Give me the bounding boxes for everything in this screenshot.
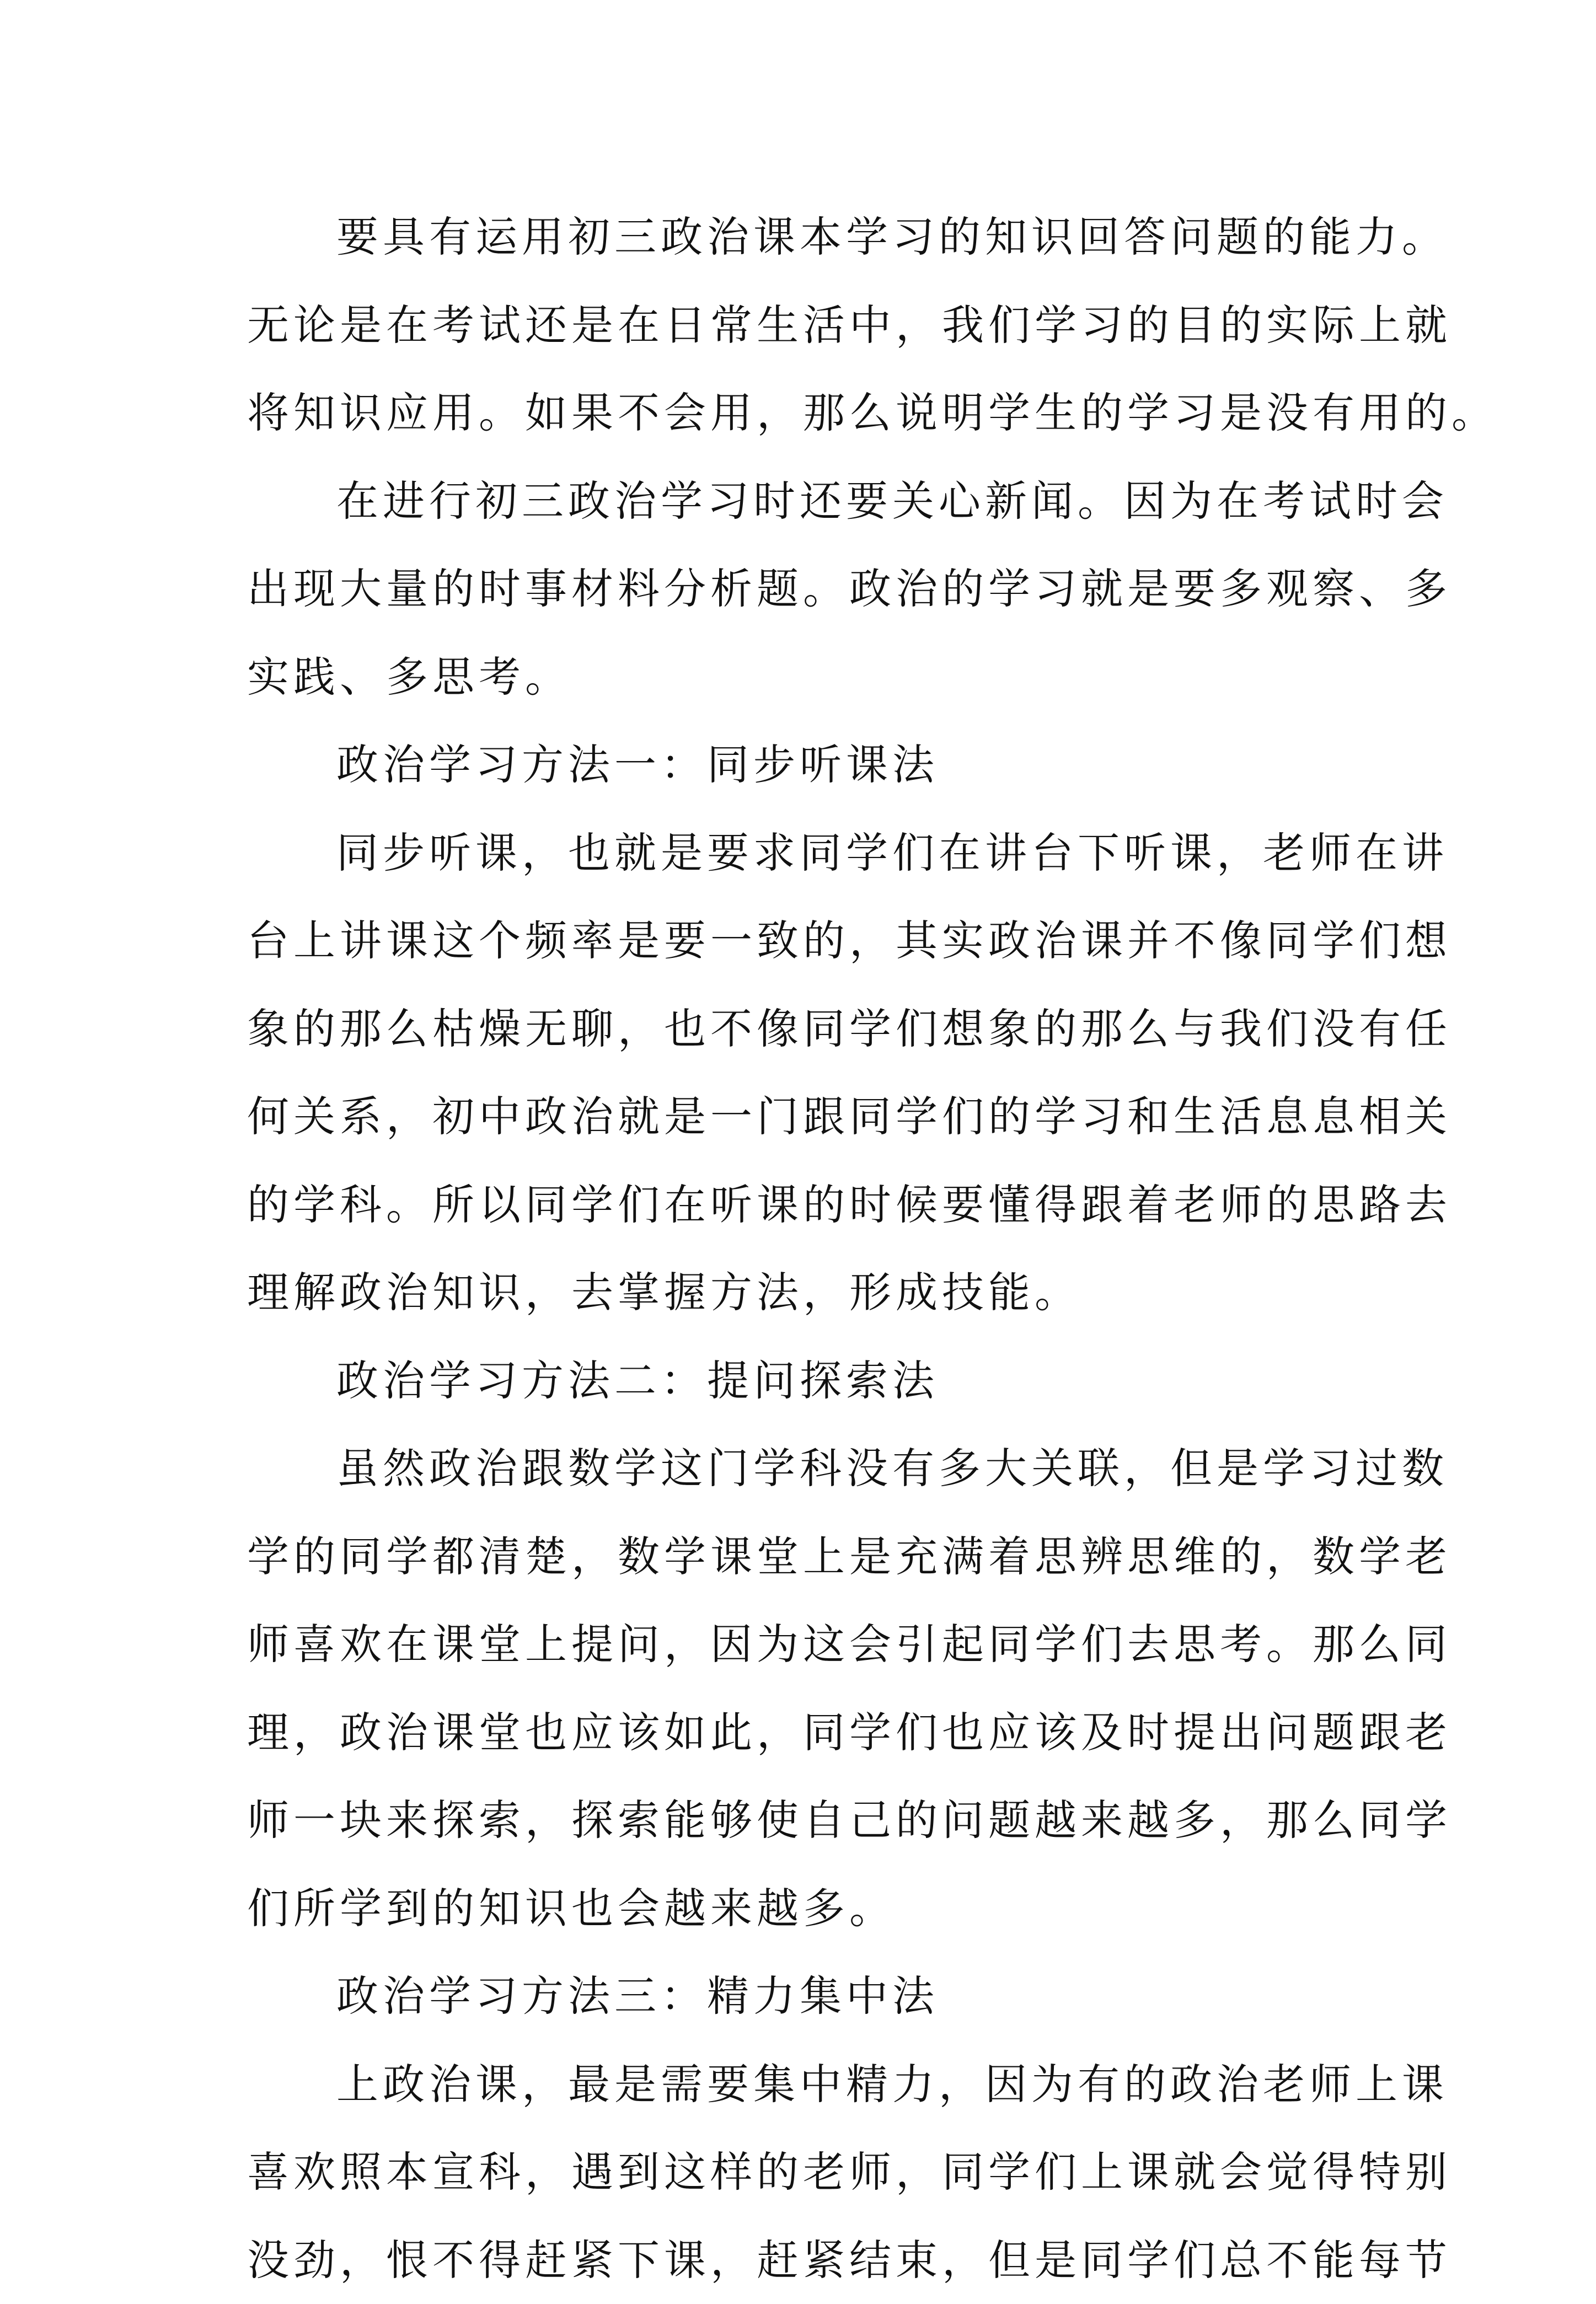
text-line: 何关系，初中政治就是一门跟同学们的学习和生活息息相关 [247, 1073, 1378, 1161]
text-line: 虽然政治跟数学这门学科没有多大关联，但是学习过数 [247, 1424, 1378, 1513]
section-heading: 政治学习方法二：提问探索法 [247, 1337, 1378, 1425]
text-line: 师一块来探索，探索能够使自己的问题越来越多，那么同学 [247, 1776, 1378, 1864]
text-line: 师喜欢在课堂上提问，因为这会引起同学们去思考。那么同 [247, 1600, 1378, 1689]
text-line: 无论是在考试还是在日常生活中，我们学习的目的实际上就 [247, 281, 1378, 369]
text-line: 的学科。所以同学们在听课的时候要懂得跟着老师的思路去 [247, 1161, 1378, 1249]
text-line: 将知识应用。如果不会用，那么说明学生的学习是没有用的。 [247, 369, 1378, 457]
text-line: 理解政治知识，去掌握方法，形成技能。 [247, 1249, 1378, 1337]
text-line: 实践、多思考。 [247, 633, 1378, 721]
text-line: 在进行初三政治学习时还要关心新闻。因为在考试时会 [247, 457, 1378, 545]
text-line: 台上讲课这个频率是要一致的，其实政治课并不像同学们想 [247, 897, 1378, 985]
section-heading: 政治学习方法三：精力集中法 [247, 1952, 1378, 2040]
text-line: 要具有运用初三政治课本学习的知识回答问题的能力。 [247, 193, 1378, 281]
section-heading: 政治学习方法一：同步听课法 [247, 721, 1378, 809]
text-line: 象的那么枯燥无聊，也不像同学们想象的那么与我们没有任 [247, 985, 1378, 1073]
text-line: 上政治课，最是需要集中精力，因为有的政治老师上课 [247, 2040, 1378, 2129]
text-line: 喜欢照本宣科，遇到这样的老师，同学们上课就会觉得特别 [247, 2128, 1378, 2216]
text-line: 没劲，恨不得赶紧下课，赶紧结束，但是同学们总不能每节 [247, 2216, 1378, 2304]
document-body [247, 193, 1378, 2304]
text-line: 们所学到的知识也会越来越多。 [247, 1864, 1378, 1953]
text-line: 出现大量的时事材料分析题。政治的学习就是要多观察、多 [247, 545, 1378, 633]
text-line: 理，政治课堂也应该如此，同学们也应该及时提出问题跟老 [247, 1689, 1378, 1777]
text-line: 学的同学都清楚，数学课堂上是充满着思辨思维的，数学老 [247, 1513, 1378, 1601]
text-line: 同步听课，也就是要求同学们在讲台下听课，老师在讲 [247, 809, 1378, 897]
